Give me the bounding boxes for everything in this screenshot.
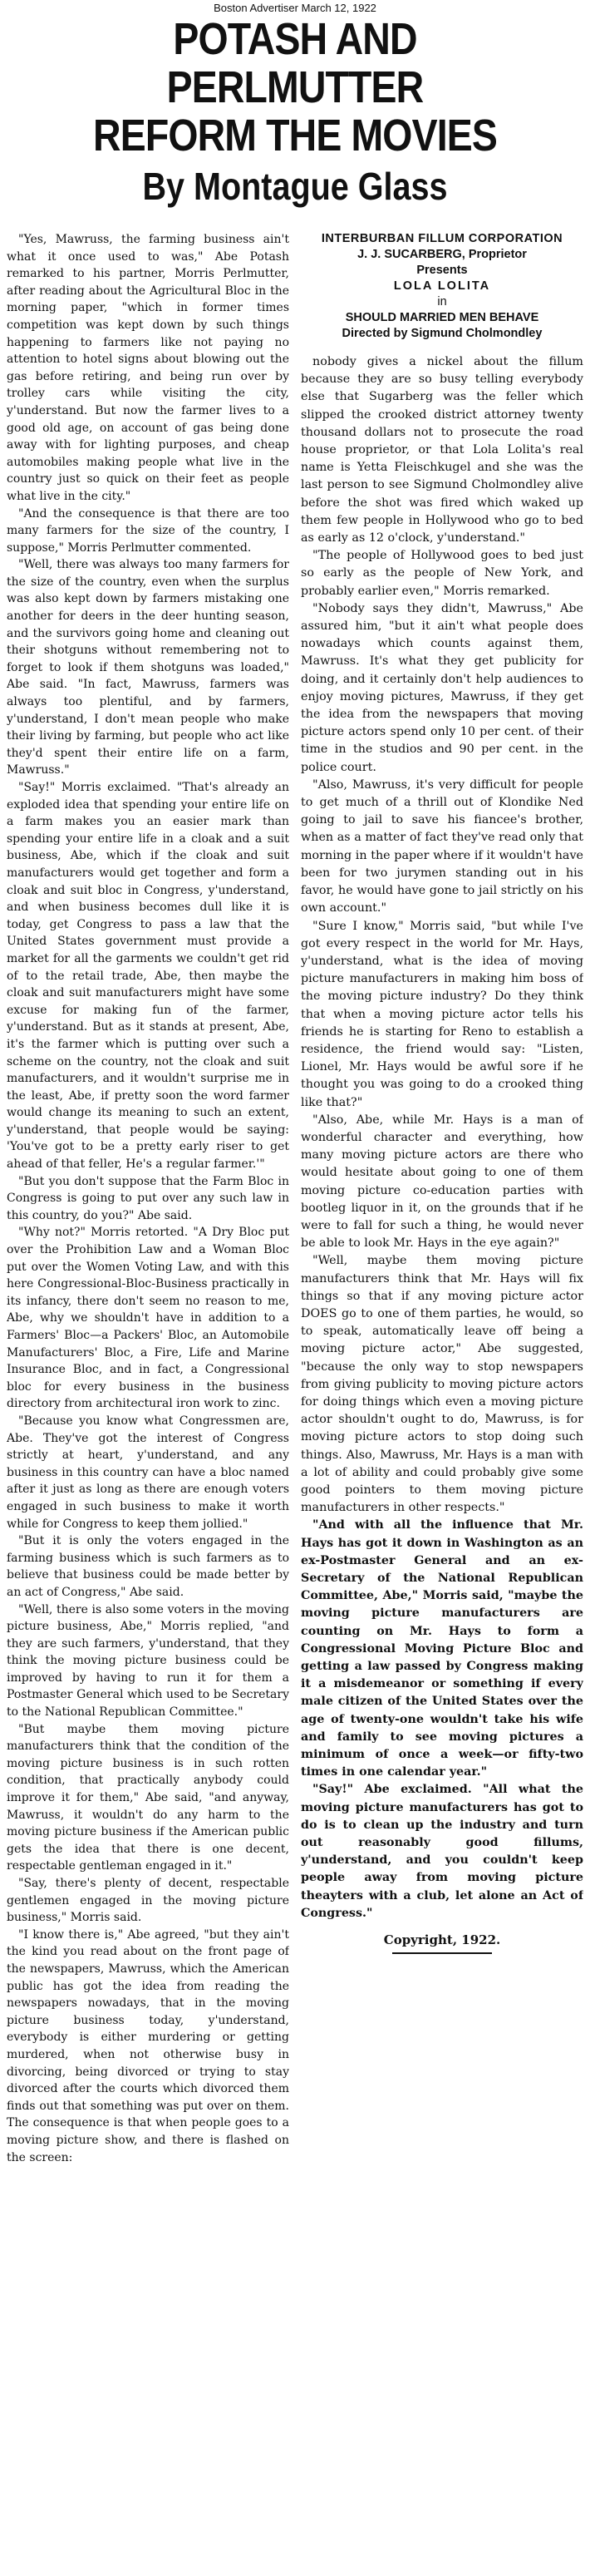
paragraph: "But maybe them moving picture manufacturers think that the condition of the moving picture business is in such rotten condition, that practically anybody could improve it for them," Abe said, "and anyway, Mawruss, it wouldn't do any harm to the moving picture business if the American public gets the idea that there is one decent, respectable gentleman engaged in it." [7, 1722, 289, 1873]
closing-rule [392, 1952, 492, 1954]
credits-director: Directed by Sigmund Cholmondley [342, 327, 543, 340]
headline-line-1: POTASH AND PERLMUTTER [166, 14, 424, 112]
paragraph: "Nobody says they didn't, Mawruss," Abe assured him, "but it ain't what people does nowadays which counts against them, Mawruss. It's what they get publicity for doing, and it certainly don't help audiences to enjoy moving pictures, Mawruss, if they get the idea from the newspapers that moving picture actors spend only 10 per cent. of their time in the studios and 90 per cent. in the police court. [301, 601, 583, 774]
copyright-notice: Copyright, 1922. [383, 1932, 501, 1948]
left-column [7, 231, 289, 2576]
paragraph: "Well, there is also some voters in the moving picture business, Abe," Morris replied, "and they are such farmers, y'understand, that they think the moving picture business could be improved by having to run it for them a Postmaster General which used to be Secretary to the National Republican Committee." [7, 1602, 289, 1720]
paragraph: "Because you know what Congressmen are, Abe. They've got the interest of Congress strictly at heart, y'understand, and any business in this country can have a bloc named after it just as long as there are enough voters engaged in such business to make it worth while for Congress to keep them jollied." [7, 1414, 289, 1531]
headline-line-2: REFORM THE MOVIES [93, 111, 497, 160]
paragraph: nobody gives a nickel about the fillum because they are so busy telling everybody else that Sugarberg was the feller which slipped the crooked district attorney twenty thousand dollars not to prosecute the road house proprietor, or that Lola Lolita's real name is Yetta Fleischkugel and she was the last person to see Sigmund Cholmondley alive before the shot was fired which waked up them few people in Hollywood who go to bed as early as 12 o'clock, y'understand." [301, 355, 583, 545]
credits-proprietor: J. J. SUCARBERG, Proprietor [357, 248, 527, 261]
credits-in: in [437, 295, 447, 308]
paragraph: "Also, Mawruss, it's very difficult for people to get much of a thrill out of Klondike Ned going to jail to save his fiancee's brother, when as a matter of fact they've read only that morning in the paper where if it wouldn't have been for two jurymen standing out in his favor, he would have gone to jail strictly on his own account." [301, 777, 583, 915]
paragraph: "Also, Abe, while Mr. Hays is a man of wonderful character and everything, how many moving picture actors are there who would hesitate about going to one of them moving picture co-education parties with bootleg liquor in it, on the grounds that if he were to fall for such a thing, he would never be able to look Mr. Hays in the eye again?" [301, 1113, 583, 1251]
credits-star: LOLA LOLITA [393, 279, 491, 293]
paragraph: "Sure I know," Morris said, "but while I've got every respect in the world for Mr. Hays, y'understand, what is the idea of moving picture manufacturers in making him boss of the moving picture industry? Do they think that when a moving picture actor tells his friends he is starting for Reno to establish a residence, the friend would say: "Listen, Lionel, Mr. Hays would be awful sore if he thought you was going to do a crooked thing like that?" [301, 919, 583, 1109]
paragraph: "But it is only the voters engaged in the farming business which is such farmers as to believe that business could be made better by an act of Congress," Abe said. [7, 1534, 289, 1599]
bold-paragraph: "Say!" Abe exclaimed. "All what the moving picture manufacturers has got to do is to clean up the industry and turn out reasonably good fillums, y'understand, and you couldn't keep people away from moving picture theayters with a club, let alone an Act of Congress." [301, 1783, 583, 1920]
film-credits-box [301, 231, 583, 342]
paragraph: "The people of Hollywood goes to bed just so early as the people of New York, and probably earlier even," Morris remarked. [301, 549, 583, 598]
credits-corporation: INTERBURBAN FILLUM CORPORATION [321, 232, 563, 245]
paragraph: "Say, there's plenty of decent, respectable gentlemen engaged in the moving picture business," Morris said. [7, 1877, 289, 1925]
right-column [301, 231, 583, 2576]
paragraph: "And the consequence is that there are too many farmers for the size of the country, I suppose," Morris Perlmutter commented. [7, 506, 289, 555]
paragraph: "Say!" Morris exclaimed. "That's already an exploded idea that spending your entire life on a farm makes you an easier mark than spending your entire life in a cloak and a suit business, Abe, which if the cloak and suit manufacturers would get together and form a cloak and suit bloc in Congress, y'understand, and when business becomes dull like it is today, get Congress to pass a law that the United States government must provide a market for all the garments we couldn't get rid of to the retail trade, Abe, then maybe the cloak and suit manufacturers might have some excuse for making fun of the farmer, y'understand. But as it stands at present, Abe, it's the farmer which is putting over such a scheme on the country, not the cloak and suit manufacturers, and it wouldn't surprise me in the least, Abe, if pretty soon the word farmer would change its meaning to such an extent, y'understand, that people would be saying: 'You've got to be a pretty early riser to get ahead of that feller, He's a regular farmer.'" [7, 781, 289, 1172]
paragraph: "Well, maybe them moving picture manufacturers think that Mr. Hays will fix things so that if any moving picture actor DOES go to one of them parties, he would, so to speak, automatically leave off being a moving picture actor," Abe suggested, "because the only way to stop newspapers from giving publicity to moving picture actors for doing things which even a moving picture actor shouldn't ought to do, Mawruss, is for moving picture actors to stop doing such things. Also, Mawruss, Mr. Hays is a man with a lot of ability and could probably give some good pointers to them moving picture manufacturers in other respects." [301, 1254, 583, 1515]
paragraph: "Yes, Mawruss, the farming business ain't what it once used to was," Abe Potash remarked to his partner, Morris Perlmutter, after reading about the Agricultural Bloc in the morning paper, "which in former times competition was kept down by such things happening to farmers like not paying no attention to hotel signs about blowing out the gas before retiring, and being run over by trolley cars while visiting the city, y'understand. But now the farmer lives to a good old age, on account of gas being done away with for lighting purposes, and cheap automobiles making people what live in the country just so quick on their feet as people what live in the city." [7, 233, 289, 503]
newspaper-page [0, 2, 590, 2513]
paragraph: "I know there is," Abe agreed, "but they ain't the kind you read about on the front page of the newspapers, Mawruss, which the American public has got the idea from reading the newspapers nowadays, that in the moving picture business today, y'understand, everybody is either murdering or getting murdered, when not otherwise busy in divorcing, being divorced or trying to stay divorced after the courts which divorced them finds out that something was put over on them. The consequence is that when people goes to a moving picture show, and there is flashed on the screen: [7, 1927, 289, 2164]
article-columns [7, 231, 583, 2576]
paragraph: "Why not?" Morris retorted. "A Dry Bloc put over the Prohibition Law and a Woman Bloc put over the Women Voting Law, and with this here Congressional-Bloc-Business practically in its infancy, there don't seem no reason to me, Abe, why we shouldn't have in addition to a Farmers' Bloc—a Packers' Bloc, an Automobile Manufacturers' Bloc, a Fire, Life and Marine Insurance Bloc, and in fact, a Congressional bloc for every business in the business directory from architectural iron work to zinc. [7, 1226, 289, 1411]
paragraph: "Well, there was always too many farmers for the size of the country, even when the surplus was also kept down by farmers mistaking one another for deers in the deer hunting season, and the survivors going home and cleaning out their shotguns without remembering not to forget to look if them shotguns was loaded," Abe said. "In fact, Mawruss, farmers was always too plentiful, and by farmers, y'understand, I don't mean people who make their living by farming, but people who act like they'd spent their entire life on a farm, Mawruss." [7, 558, 289, 777]
byline: By Montague Glass [142, 165, 448, 208]
source-line: Boston Advertiser March 12, 1922 [214, 2, 376, 14]
credits-film-title: SHOULD MARRIED MEN BEHAVE [345, 311, 539, 324]
paragraph: "But you don't suppose that the Farm Bloc in Congress is going to put over any such law in this country, do you?" Abe said. [7, 1174, 289, 1222]
bold-paragraph: "And with all the influence that Mr. Hays has got it down in Washington as an ex-Postmaster General and an ex-Secretary of the National Republican Committee, Abe," Morris said, "maybe the moving picture manufacturers are counting on Mr. Hays to form a Congressional Moving Picture Bloc and getting a law passed by Congress making it a misdemeanor or something if every male citizen of the United States over the age of twenty-one wouldn't take his wife and family to see moving pictures a minimum of once a week—or fifty-two times in one calendar year." [301, 1518, 583, 1779]
credits-presents: Presents [416, 264, 468, 277]
